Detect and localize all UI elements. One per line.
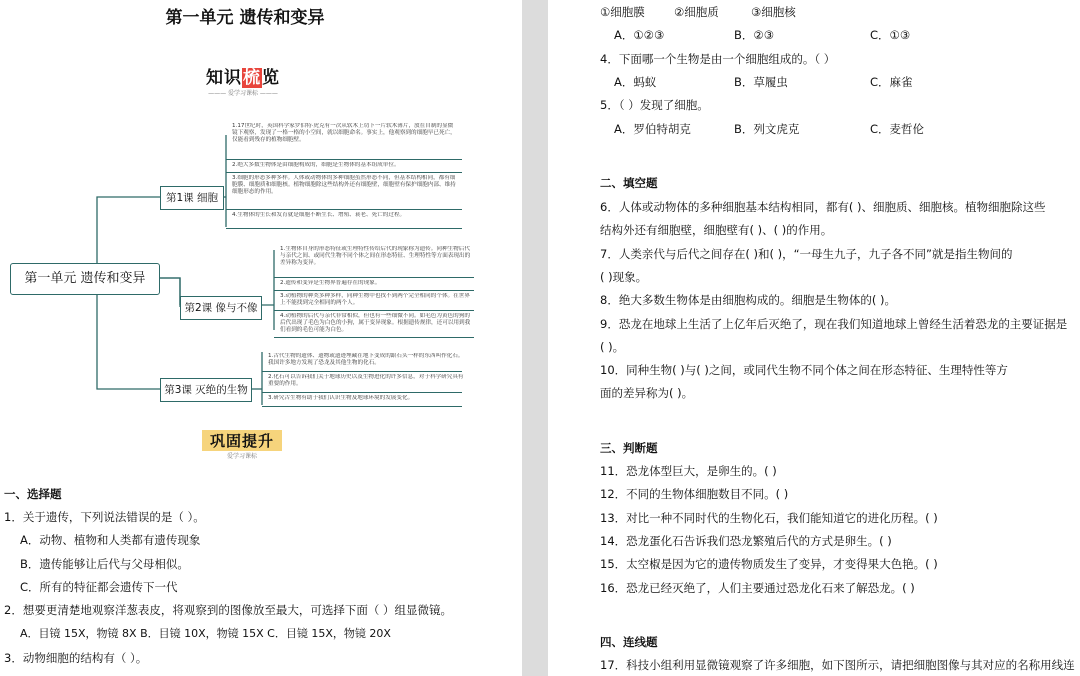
q4-option-a: A．蚂蚁 bbox=[614, 75, 657, 89]
knowledge-banner bbox=[200, 63, 286, 97]
separator bbox=[262, 392, 462, 393]
question-5: 5．（ ）发现了细胞。 bbox=[600, 98, 709, 112]
question-3: 3．动物细胞的结构有（ ）。 bbox=[4, 651, 148, 665]
separator bbox=[226, 228, 462, 229]
question-11: 11．恐龙体型巨大，是卵生的。( ) bbox=[600, 464, 777, 478]
section-fill-heading: 二、填空题 bbox=[600, 176, 658, 190]
q3-option-a: A．①②③ bbox=[614, 28, 665, 42]
separator bbox=[226, 159, 462, 160]
question-14: 14．恐龙蛋化石告诉我们恐龙繁殖后代的方式是卵生。( ) bbox=[600, 534, 892, 548]
banner-highlight: 梳 bbox=[243, 68, 261, 88]
q3-option-c: C．①③ bbox=[870, 28, 911, 42]
lesson-1-note-1: 1.17世纪时，英国科学家罗伯特·虎克有一次从软木上切下一片软木薄片，放在自制的显微镜下观察，发现了一格一格的小空间，就以细胞命名。事实上，他观察到的细胞早已死亡，仅能看到残存的植物细胞壁。 bbox=[232, 123, 456, 143]
q3-option-b: B．②③ bbox=[734, 28, 775, 42]
q3-item-2: ②细胞质 bbox=[674, 5, 719, 19]
separator bbox=[274, 290, 474, 291]
banner-subtitle: ——— 爱学习课标 ——— bbox=[208, 90, 278, 97]
left-page bbox=[0, 0, 522, 676]
separator bbox=[262, 406, 462, 407]
q4-option-c: C．麻雀 bbox=[870, 75, 913, 89]
lesson-2-node: 第2课 像与不像 bbox=[180, 296, 262, 320]
question-8: 8．绝大多数生物体是由细胞构成的。细胞是生物体的( )。 bbox=[600, 293, 896, 307]
question-15: 15．太空椒是因为它的遗传物质发生了变异，才变得果大色艳。( ) bbox=[600, 557, 938, 571]
section-judge-heading: 三、判断题 bbox=[600, 441, 658, 455]
section-choice-heading: 一、选择题 bbox=[4, 487, 62, 501]
banner-prefix: 知识 bbox=[206, 68, 242, 88]
q1-option-a: A．动物、植物和人类都有遗传现象 bbox=[20, 533, 201, 547]
question-10-line-1: 10．同种生物( )与( )之间，或同代生物不同个体之间在形态特征、生理特性等方 bbox=[600, 363, 1008, 377]
separator bbox=[274, 337, 474, 338]
question-6-line-1: 6．人体或动物体的多种细胞基本结构相同，都有( )、细胞质、细胞核。植物细胞除这些 bbox=[600, 200, 1046, 214]
separator bbox=[262, 371, 462, 372]
question-9-line-1: 9．恐龙在地球上生活了上亿年后灭绝了，现在我们知道地球上曾经生活着恐龙的主要证据是 bbox=[600, 317, 1068, 331]
question-17: 17．科技小组利用显微镜观察了许多细胞，如下图所示，请把细胞图像与其对应的名称用线连 bbox=[600, 658, 1075, 672]
banner-suffix: 览 bbox=[262, 68, 280, 88]
lesson-1-note-4: 4.生物体的生长和发育就是细胞不断生长、增殖、衰老、死亡的过程。 bbox=[232, 212, 406, 218]
question-1: 1．关于遗传，下列说法错误的是（ ）。 bbox=[4, 510, 205, 524]
question-7-line-1: 7．人类亲代与后代之间存在( )和( )，“一母生九子，九子各不同”就是指生物间的 bbox=[600, 247, 1013, 261]
lesson-1-node: 第1课 细胞 bbox=[160, 186, 224, 210]
question-13: 13．对比一种不同时代的生物化石，我们能知道它的进化历程。( ) bbox=[600, 511, 938, 525]
question-16: 16．恐龙已经灭绝了，人们主要通过恐龙化石来了解恐龙。( ) bbox=[600, 581, 915, 595]
mind-map-root: 第一单元 遗传和变异 bbox=[10, 263, 160, 295]
question-12: 12．不同的生物体细胞数目不同。( ) bbox=[600, 487, 789, 501]
q3-item-1: ①细胞膜 bbox=[600, 5, 645, 19]
banner-subtitle: 爱学习课标 bbox=[226, 453, 257, 460]
section-match-heading: 四、连线题 bbox=[600, 635, 658, 649]
lesson-2-note-2: 2.遗传和变异是生物界普遍存在的现象。 bbox=[280, 280, 381, 286]
question-9-line-2: ( )。 bbox=[600, 340, 625, 354]
q1-option-c: C．所有的特征都会遗传下一代 bbox=[20, 580, 178, 594]
separator bbox=[274, 277, 474, 278]
question-10-line-2: 面的差异称为( )。 bbox=[600, 386, 694, 400]
q5-option-c: C．麦哲伦 bbox=[870, 122, 925, 136]
consolidate-banner bbox=[192, 430, 292, 460]
lesson-2-note-3: 3.动植物的种类多种多样，同种生物中也找不到两个完全相同的个体。在世界上不能找到完全相同的两个人。 bbox=[280, 293, 470, 306]
separator bbox=[274, 310, 474, 311]
lesson-1-note-3: 3.细胞的形态多种多样。人体或动物体的多种细胞虽然形态不同，但基本结构相同，都有细胞膜、细胞质和细胞核。植物细胞除这些结构外还有细胞壁，细胞壁有保护细胞内部、维持细胞形态的作用。 bbox=[232, 175, 456, 195]
lesson-3-note-3: 3.研究古生物有助于我们认识生物及地球环境的发展变化。 bbox=[268, 395, 414, 401]
lesson-2-note-4: 4.动植物的后代与亲代非常相似，但也有一些细微不同。如毛色为黄色的狗的后代出现了毛色为白色的小狗，属于变异现象。根据遗传规律，还可以用到我们看到的毛色可能为白色。 bbox=[280, 313, 471, 333]
question-2: 2．想要更清楚地观察洋葱表皮，将观察到的图像放至最大，可选择下面（ ）组显微镜。 bbox=[4, 603, 452, 617]
q5-option-a: A．罗伯特胡克 bbox=[614, 122, 691, 136]
lesson-3-node: 第3课 灭绝的生物 bbox=[160, 378, 252, 402]
banner-title: 巩固提升 bbox=[202, 430, 282, 451]
document-title: 第一单元 遗传和变异 bbox=[165, 8, 325, 28]
question-4: 4．下面哪一个生物是由一个细胞组成的。（ ） bbox=[600, 52, 836, 66]
lesson-3-note-2: 2.化石可以告诉我们关于地球历史以及生物进化的许多信息，对于科学研究具有重要的作用。 bbox=[268, 374, 464, 387]
q1-option-b: B．遗传能够让后代与父母相似。 bbox=[20, 557, 189, 571]
q3-item-3: ③细胞核 bbox=[751, 5, 796, 19]
lesson-2-note-1: 1.生物体自身的形态特征或生理特性传给后代的现象称为遗传。同种生物后代与亲代之间、或同代生物不同个体之间在形态特征、生理特性等方面表现出的差异称为变异。 bbox=[280, 246, 471, 266]
question-6-line-2: 结构外还有细胞壁，细胞壁有( )、( )的作用。 bbox=[600, 223, 833, 237]
q4-option-b: B．草履虫 bbox=[734, 75, 788, 89]
question-7-line-2: ( )现象。 bbox=[600, 270, 648, 284]
separator bbox=[226, 209, 462, 210]
lesson-3-note-1: 1.古代生物的遗体、遗物或遗迹埋藏在地下变成的跟石头一样的东西叫作化石。我国许多地方发现了恐龙及其他生物的化石。 bbox=[268, 353, 464, 366]
separator bbox=[226, 172, 462, 173]
q2-options: A．目镜 15X，物镜 8X B．目镜 10X，物镜 15X C．目镜 15X，物镜 20X bbox=[20, 627, 391, 640]
right-page bbox=[548, 0, 1080, 676]
lesson-1-note-2: 2.绝大多数生物体是由细胞构成的，细胞是生物体的基本组成单位。 bbox=[232, 162, 400, 168]
q5-option-b: B．列文虎克 bbox=[734, 122, 800, 136]
